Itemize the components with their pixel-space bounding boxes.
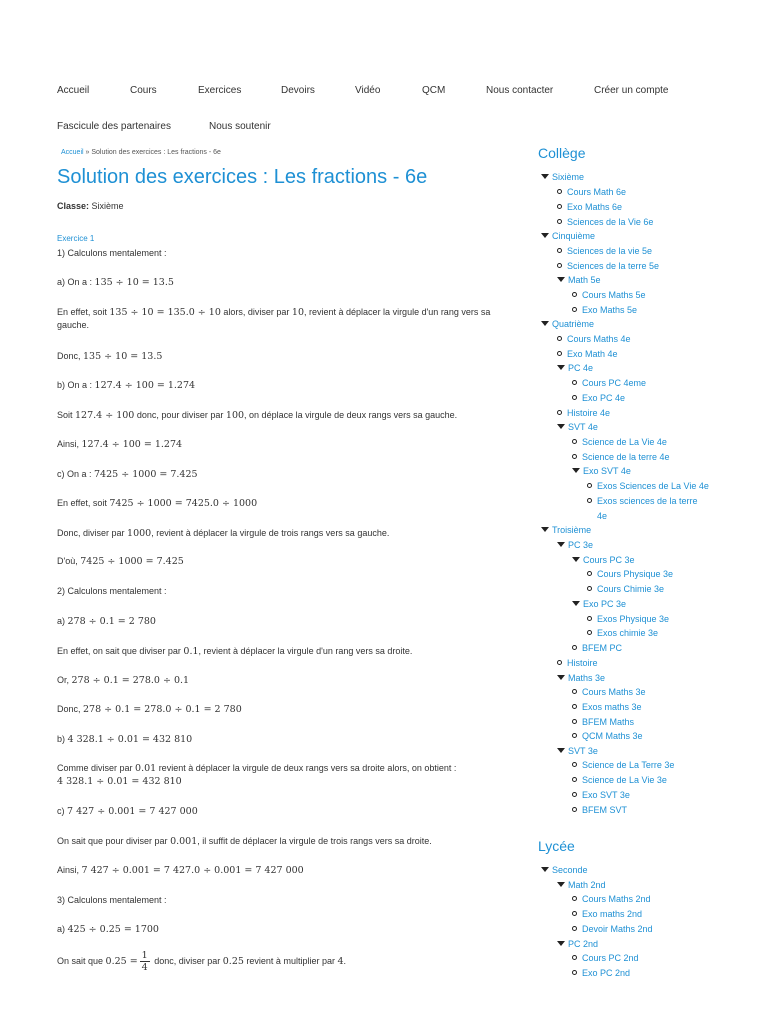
- bullet-icon: [557, 660, 562, 665]
- sidebar-item-label: Exo Math 4e: [567, 349, 618, 359]
- sidebar-item-label: Exo maths 2nd: [582, 909, 643, 919]
- math-expression: 7 427 ÷ 0.001 = 7 427 000: [67, 806, 198, 817]
- sidebar-item-pc-3e[interactable]: [557, 540, 593, 551]
- text: , revient à déplacer la virgule de trois rangs vers sa gauche.: [151, 528, 390, 538]
- math-expression: 135 ÷ 10 = 13.5: [94, 277, 174, 288]
- nav-devoirs[interactable]: Devoirs: [281, 85, 315, 96]
- sidebar-item-math-2nd[interactable]: [557, 880, 606, 891]
- sidebar-item-label: Exo Maths 5e: [582, 305, 638, 315]
- bullet-icon: [572, 970, 577, 975]
- sidebar-item-svt-3e[interactable]: [557, 746, 598, 757]
- text: .: [343, 955, 347, 966]
- sidebar-item-cours-pc-2nd[interactable]: [572, 953, 639, 964]
- sidebar-item-label: Seconde: [552, 865, 588, 875]
- sidebar-item-exo-pc-2nd[interactable]: [572, 968, 630, 979]
- page-title: Solution des exercices : Les fractions - 6e: [57, 166, 428, 188]
- bullet-icon: [557, 219, 562, 224]
- bullet-icon: [572, 896, 577, 901]
- math-expression: 1000: [127, 528, 152, 539]
- sidebar-item-label: Science de la terre 4e: [582, 452, 670, 462]
- text: a) On a :: [57, 277, 95, 287]
- sidebar-item-cours-chimie-3e[interactable]: [587, 584, 664, 595]
- math-expression: 127.4 ÷ 100 = 1.274: [94, 380, 196, 391]
- caret-down-icon[interactable]: [572, 557, 580, 562]
- sidebar-item-svt-4e[interactable]: [557, 422, 598, 433]
- bullet-icon: [572, 704, 577, 709]
- sidebar-item-exos-maths-3e[interactable]: [572, 702, 642, 713]
- nav-video[interactable]: Vidéo: [355, 85, 381, 96]
- sidebar-item-histoire-4e[interactable]: [557, 408, 610, 419]
- sidebar-item-seconde[interactable]: [541, 865, 588, 876]
- content-paragraph: [57, 438, 504, 451]
- sidebar-item-label: QCM Maths 3e: [582, 731, 643, 741]
- caret-down-icon[interactable]: [572, 601, 580, 606]
- sidebar-item-exos-physique-3e[interactable]: [587, 614, 669, 625]
- sidebar-item-sciences-de-la-vie-5e[interactable]: [557, 246, 652, 257]
- bullet-icon: [572, 777, 577, 782]
- caret-down-icon[interactable]: [557, 542, 565, 547]
- sidebar-item-cours-maths-5e[interactable]: [572, 290, 646, 301]
- sidebar-item-label: Exos chimie 3e: [597, 628, 659, 638]
- caret-down-icon[interactable]: [541, 174, 549, 179]
- sidebar-item-exo-maths-6e[interactable]: [557, 202, 622, 213]
- bullet-icon: [572, 380, 577, 385]
- content-paragraph: 3) Calculons mentalement :: [57, 895, 167, 905]
- classe-label: Classe:: [57, 201, 90, 211]
- bullet-icon: [587, 586, 592, 591]
- sidebar-item-label: Quatrième: [552, 319, 595, 329]
- bullet-icon: [572, 792, 577, 797]
- sidebar-item-maths-3e[interactable]: [557, 673, 605, 684]
- content-paragraph: [57, 468, 504, 481]
- content-paragraph: [57, 733, 504, 746]
- text: En effet, soit: [57, 307, 110, 317]
- sidebar-item-label: SVT 4e: [568, 422, 598, 432]
- sidebar-item-label: Cours Chimie 3e: [597, 584, 665, 594]
- bullet-icon: [572, 719, 577, 724]
- text: donc, diviser par: [151, 955, 223, 966]
- math-expression: 4: [337, 955, 344, 967]
- sidebar-item-label: Math 5e: [568, 275, 601, 285]
- sidebar-item-bfem-pc[interactable]: [572, 643, 622, 654]
- sidebar-item-label: SVT 3e: [568, 746, 598, 756]
- bullet-icon: [572, 292, 577, 297]
- bullet-icon: [572, 395, 577, 400]
- sidebar-item-label: Exo PC 4e: [582, 393, 626, 403]
- math-expression: 0.001: [170, 836, 198, 847]
- bullet-icon: [572, 454, 577, 459]
- bullet-icon: [557, 351, 562, 356]
- content-paragraph: 1) Calculons mentalement :: [57, 248, 167, 258]
- text: En effet, soit: [57, 498, 110, 508]
- text: Donc,: [57, 704, 84, 714]
- math-expression: 135 ÷ 10 = 135.0 ÷ 10: [109, 307, 221, 318]
- math-expression: 278 ÷ 0.1 = 2 780: [67, 616, 156, 627]
- sidebar-item-label: Sciences de la terre 5e: [567, 261, 660, 271]
- sidebar-item-cinquieme[interactable]: [541, 231, 595, 242]
- text: , il suffit de déplacer la virgule de trois rangs vers sa droite.: [197, 836, 432, 846]
- math-expression: 7425 ÷ 1000 = 7.425: [94, 469, 198, 480]
- text: alors, diviser par: [220, 307, 292, 317]
- bullet-icon: [557, 336, 562, 341]
- content-paragraph: [57, 703, 504, 716]
- classe-info: [57, 201, 124, 211]
- math-expression: 4 328.1 ÷ 0.01 = 432 810: [57, 776, 182, 787]
- bullet-icon: [572, 733, 577, 738]
- sidebar-item-label: Exos Sciences de La Vie 4e: [597, 481, 709, 491]
- sidebar-item-qcm-maths-3e[interactable]: [572, 731, 643, 742]
- content-paragraph: [57, 555, 504, 568]
- sidebar-item-cours-maths-2nd[interactable]: [572, 894, 651, 905]
- sidebar-item-exo-pc-4e[interactable]: [572, 393, 625, 404]
- sidebar-item-histoire[interactable]: [557, 658, 598, 669]
- breadcrumb-current: Solution des exercices : Les fractions - 6e: [91, 149, 221, 156]
- caret-down-icon[interactable]: [541, 527, 549, 532]
- sidebar-item-devoir-maths-2nd[interactable]: [572, 924, 653, 935]
- text: b) On a :: [57, 380, 95, 390]
- sidebar-item-science-de-la-terre-4e[interactable]: [572, 452, 670, 463]
- math-expression: 127.4 ÷ 100 = 1.274: [81, 439, 183, 450]
- sidebar-item-label: PC 3e: [568, 540, 594, 550]
- sidebar-item-label: Exo SVT 4e: [583, 466, 631, 476]
- sidebar-item-label: PC 2nd: [568, 939, 599, 949]
- sidebar-item-science-de-la-terre-3e[interactable]: [572, 760, 674, 771]
- sidebar-item-label: Cours Physique 3e: [597, 569, 674, 579]
- bullet-icon: [587, 630, 592, 635]
- sidebar-item-label: Sixième: [552, 172, 585, 182]
- breadcrumb-home-link[interactable]: Accueil: [61, 149, 84, 156]
- text: On sait que: [57, 955, 106, 966]
- sidebar-item-label: Exos Physique 3e: [597, 614, 670, 624]
- bullet-icon: [572, 955, 577, 960]
- sidebar-item-label: Exo PC 2nd: [582, 968, 631, 978]
- content-paragraph: [57, 497, 504, 510]
- sidebar-item-label: Exo SVT 3e: [582, 790, 630, 800]
- sidebar-item-exo-svt-4e[interactable]: [572, 466, 631, 477]
- sidebar-item-exo-svt-3e[interactable]: [572, 790, 630, 801]
- fraction: [140, 950, 150, 973]
- caret-down-icon[interactable]: [572, 468, 580, 473]
- nav-accueil[interactable]: Accueil: [57, 85, 90, 96]
- nav-exercices[interactable]: Exercices: [198, 85, 242, 96]
- bullet-icon: [557, 189, 562, 194]
- math-expression: 278 ÷ 0.1 = 278.0 ÷ 0.1: [71, 675, 190, 686]
- text: c): [57, 806, 67, 816]
- text: Donc, diviser par: [57, 528, 128, 538]
- text: En effet, on sait que diviser par: [57, 646, 184, 656]
- bullet-icon: [572, 645, 577, 650]
- math-expression: 135 ÷ 10 = 13.5: [83, 351, 163, 362]
- math-expression: 10: [291, 307, 305, 318]
- sidebar-item-label: Cours PC 4eme: [582, 378, 647, 388]
- math-expression: 0.1: [183, 646, 199, 657]
- caret-down-icon[interactable]: [557, 675, 565, 680]
- sidebar-item-label: BFEM Maths: [582, 717, 635, 727]
- caret-down-icon[interactable]: [541, 867, 549, 872]
- sidebar-item-label: BFEM SVT: [582, 805, 628, 815]
- sidebar-item-label: Maths 3e: [568, 673, 606, 683]
- sidebar-item-sciences-de-la-terre-5e[interactable]: [557, 261, 659, 272]
- sidebar-item-exo-math-4e[interactable]: [557, 349, 618, 360]
- caret-down-icon[interactable]: [557, 365, 565, 370]
- bullet-icon: [572, 762, 577, 767]
- math-expression: 0.25 =: [105, 955, 138, 967]
- sidebar-item-cours-maths-4e[interactable]: [557, 334, 631, 345]
- sidebar-item-label: PC 4e: [568, 363, 594, 373]
- math-expression: 7 427 ÷ 0.001 = 7 427.0 ÷ 0.001 = 7 427 000: [81, 865, 304, 876]
- sidebar-item-label: Exo PC 3e: [583, 599, 627, 609]
- math-expression: 127.4 ÷ 100: [75, 410, 135, 421]
- caret-down-icon[interactable]: [557, 277, 565, 282]
- math-expression: 7425 ÷ 1000 = 7.425: [80, 556, 184, 567]
- sidebar-item-math-5e[interactable]: [557, 275, 601, 286]
- sidebar-item-label: Troisième: [552, 525, 592, 535]
- text: Soit: [57, 410, 76, 420]
- sidebar-item-exos-sciences-de-la-vie-4e[interactable]: [587, 481, 709, 492]
- content-paragraph: [57, 615, 504, 628]
- bullet-icon: [572, 807, 577, 812]
- caret-down-icon[interactable]: [541, 321, 549, 326]
- sidebar-item-label: Cours Maths 4e: [567, 334, 631, 344]
- bullet-icon: [557, 263, 562, 268]
- sidebar-item-pc-2nd[interactable]: [557, 939, 598, 950]
- caret-down-icon[interactable]: [557, 748, 565, 753]
- bullet-icon: [557, 204, 562, 209]
- sidebar-item-label: Exo Maths 6e: [567, 202, 623, 212]
- caret-down-icon[interactable]: [557, 424, 565, 429]
- nav-cours[interactable]: Cours: [130, 85, 157, 96]
- sidebar-item-label: Sciences de la vie 5e: [567, 246, 653, 256]
- content-paragraph: 2) Calculons mentalement :: [57, 586, 167, 596]
- sidebar-item-label: BFEM PC: [582, 643, 623, 653]
- sidebar-item-label: Cours Maths 5e: [582, 290, 646, 300]
- sidebar-item-exo-maths-5e[interactable]: [572, 305, 637, 316]
- content-paragraph: [57, 350, 504, 363]
- sidebar-item-exos-sciences-de-la-terre[interactable]: [587, 496, 698, 507]
- math-expression: 0.25: [222, 955, 244, 967]
- sidebar-item-label: Devoir Maths 2nd: [582, 924, 653, 934]
- exercise-1-link[interactable]: Exercice 1: [57, 234, 95, 243]
- sidebar-item-label: Cours Maths 2nd: [582, 894, 651, 904]
- bullet-icon: [572, 307, 577, 312]
- bullet-icon: [572, 926, 577, 931]
- bullet-icon: [587, 483, 592, 488]
- sidebar-item-science-de-la-vie-4e[interactable]: [572, 437, 667, 448]
- text: On sait que pour diviser par: [57, 836, 171, 846]
- nav-fascicule-des-partenaires[interactable]: Fascicule des partenaires: [57, 121, 171, 132]
- math-expression: 425 ÷ 0.25 = 1700: [67, 924, 159, 935]
- sidebar-item-label: Cours PC 2nd: [582, 953, 639, 963]
- sidebar-item-exo-maths-2nd[interactable]: [572, 909, 642, 920]
- text: c) On a :: [57, 469, 95, 479]
- content-paragraph: [57, 645, 504, 658]
- text: donc, pour diviser par: [134, 410, 226, 420]
- content-paragraph: [57, 805, 504, 818]
- nav-nous-contacter[interactable]: Nous contacter: [486, 85, 554, 96]
- text: Comme diviser par: [57, 763, 136, 773]
- sidebar-item-label: Science de La Vie 4e: [582, 437, 667, 447]
- sidebar-item-label: Science de La Terre 3e: [582, 760, 675, 770]
- math-expression: 0.01: [135, 763, 157, 774]
- text: Ainsi,: [57, 439, 82, 449]
- content-paragraph: [57, 527, 504, 540]
- sidebar-item-label: Histoire 4e: [567, 408, 611, 418]
- math-expression: 100: [225, 410, 245, 421]
- bullet-icon: [557, 410, 562, 415]
- content-paragraph: [57, 762, 504, 788]
- content-paragraph: [57, 864, 504, 877]
- sidebar-heading-lycee: Lycée: [538, 838, 575, 854]
- sidebar-item-pc-4e[interactable]: [557, 363, 593, 374]
- sidebar-item-cours-physique-3e[interactable]: [587, 569, 673, 580]
- sidebar-item-cours-pc-3e[interactable]: [572, 555, 635, 566]
- bullet-icon: [572, 689, 577, 694]
- content-paragraph: [57, 923, 504, 936]
- content-paragraph: [57, 674, 504, 687]
- content-paragraph: [57, 409, 504, 422]
- content-paragraph: [57, 306, 504, 332]
- sidebar-item-label: Histoire: [567, 658, 598, 668]
- text: revient à déplacer la virgule de deux rangs vers sa droite alors, on obtient :: [156, 763, 457, 773]
- caret-down-icon[interactable]: [557, 941, 565, 946]
- fraction-denominator: 4: [141, 962, 148, 973]
- nav-nous-soutenir[interactable]: Nous soutenir: [209, 121, 271, 132]
- bullet-icon: [587, 498, 592, 503]
- sidebar-item-exos-chimie-3e[interactable]: [587, 628, 658, 639]
- sidebar-item-exo-pc-3e[interactable]: [572, 599, 626, 610]
- text: Or,: [57, 675, 72, 685]
- sidebar-item-cours-math-6e[interactable]: [557, 187, 626, 198]
- sidebar-item-label: 4e: [597, 511, 608, 521]
- sidebar-item-sciences-de-la-vie-6e[interactable]: [557, 217, 653, 228]
- sidebar-item-label: Math 2nd: [568, 880, 606, 890]
- bullet-icon: [572, 439, 577, 444]
- text: , revient à déplacer la virgule d'un rang vers sa droite.: [198, 646, 413, 656]
- bullet-icon: [557, 248, 562, 253]
- sidebar-item-label: Science de La Vie 3e: [582, 775, 667, 785]
- content-paragraph: [57, 835, 504, 848]
- sidebar-item-troisieme[interactable]: [541, 525, 591, 536]
- nav-creer-un-compte[interactable]: Créer un compte: [594, 85, 669, 96]
- text: Ainsi,: [57, 865, 82, 875]
- breadcrumb: [61, 149, 221, 156]
- sidebar-item-quatrieme[interactable]: [541, 319, 594, 330]
- text: a): [57, 616, 68, 626]
- text: b): [57, 734, 68, 744]
- bullet-icon: [587, 571, 592, 576]
- sidebar-heading-college: Collège: [538, 145, 586, 161]
- sidebar-item-label: Cours PC 3e: [583, 555, 635, 565]
- sidebar-item-label: Cinquième: [552, 231, 596, 241]
- nav-qcm[interactable]: QCM: [422, 85, 446, 96]
- content-paragraph: [57, 276, 504, 289]
- caret-down-icon[interactable]: [541, 233, 549, 238]
- sidebar-item-science-de-la-vie-3e[interactable]: [572, 775, 667, 786]
- content-paragraph: [57, 950, 504, 973]
- sidebar-item-4e[interactable]: [597, 511, 607, 522]
- sidebar-item-sixieme[interactable]: [541, 172, 584, 183]
- sidebar-item-bfem-maths[interactable]: [572, 717, 634, 728]
- text: , revient à déplacer la virgule d'un rang vers sa gauche.: [57, 307, 491, 330]
- caret-down-icon[interactable]: [557, 882, 565, 887]
- math-expression: 7425 ÷ 1000 = 7425.0 ÷ 1000: [109, 498, 258, 509]
- text: revient à multiplier par: [243, 955, 338, 966]
- fraction-numerator: 1: [141, 950, 148, 961]
- text: Donc,: [57, 351, 84, 361]
- text: , on déplace la virgule de deux rangs vers sa gauche.: [244, 410, 458, 420]
- sidebar-item-cours-maths-3e[interactable]: [572, 687, 646, 698]
- content-paragraph: [57, 379, 504, 392]
- sidebar-item-label: Cours Maths 3e: [582, 687, 646, 697]
- sidebar-item-cours-pc-4eme[interactable]: [572, 378, 646, 389]
- classe-value: Sixième: [89, 201, 124, 211]
- bullet-icon: [572, 911, 577, 916]
- sidebar-item-label: Sciences de la Vie 6e: [567, 217, 654, 227]
- text: D'où,: [57, 556, 81, 566]
- math-expression: 278 ÷ 0.1 = 278.0 ÷ 0.1 = 2 780: [83, 704, 242, 715]
- sidebar-item-label: Cours Math 6e: [567, 187, 627, 197]
- math-expression: 4 328.1 ÷ 0.01 = 432 810: [67, 734, 193, 745]
- sidebar-item-label: Exos sciences de la terre: [597, 496, 698, 506]
- text: a): [57, 924, 68, 934]
- bullet-icon: [587, 616, 592, 621]
- breadcrumb-separator: »: [83, 149, 92, 156]
- sidebar-item-label: Exos maths 3e: [582, 702, 642, 712]
- sidebar-item-bfem-svt[interactable]: [572, 805, 627, 816]
